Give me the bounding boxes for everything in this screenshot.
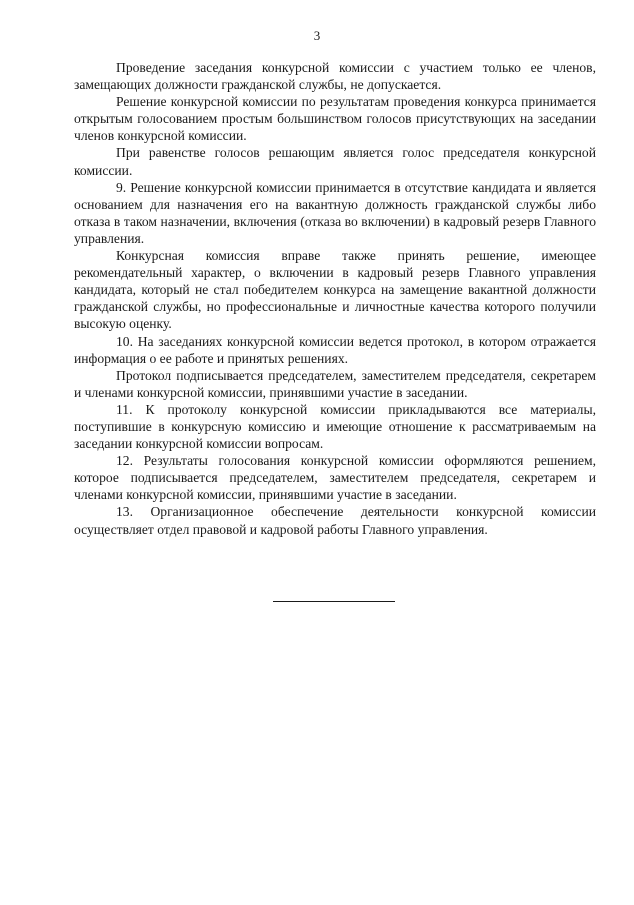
end-of-text-rule <box>273 601 395 602</box>
paragraph-item-13: 13. Организационное обеспечение деятельности конкурсной комиссии осуществляет отдел правовой и кадровой работы Главного управления. <box>74 504 596 537</box>
paragraph: Конкурсная комиссия вправе также принять решение, имеющее рекомендательный характер, о включении в кадровый резерв Главного управления кандидата, который не стал победителем конкурса на замещение вакантной должности гражданской службы, но профессиональные и личностные качества которого получили высокую оценку. <box>74 248 596 332</box>
document-body <box>74 59 596 538</box>
paragraph: Проведение заседания конкурсной комиссии с участием только ее членов, замещающих должности гражданской службы, не допускается. <box>74 60 596 93</box>
paragraph-item-9: 9. Решение конкурсной комиссии принимается в отсутствие кандидата и является основанием для назначения его на вакантную должность гражданской службы либо отказа в таком назначении, включения (отказа во включении) в кадровый резерв Главного управления. <box>74 179 596 246</box>
paragraph-item-10: 10. На заседаниях конкурсной комиссии ведется протокол, в котором отражается информация о ее работе и принятых решениях. <box>74 333 596 366</box>
paragraph: Решение конкурсной комиссии по результатам проведения конкурса принимается открытым голосованием простым большинством голосов присутствующих на заседании членов конкурсной комиссии. <box>74 94 596 144</box>
paragraph: Протокол подписывается председателем, заместителем председателя, секретарем и членами конкурсной комиссии, принявшими участие в заседании. <box>74 367 596 400</box>
page-number: 3 <box>313 28 321 43</box>
paragraph: При равенстве голосов решающим является голос председателя конкурсной комиссии. <box>74 145 596 178</box>
paragraph-item-12: 12. Результаты голосования конкурсной комиссии оформляются решением, которое подписывается председателем, заместителем председателя, секретарем и членами конкурсной комиссии, принявшими участие в заседании. <box>74 453 596 503</box>
paragraph-item-11: 11. К протоколу конкурсной комиссии прикладываются все материалы, поступившие в конкурсную комиссию и имеющие отношение к рассматриваемым на заседании конкурсной комиссии вопросам. <box>74 401 596 452</box>
